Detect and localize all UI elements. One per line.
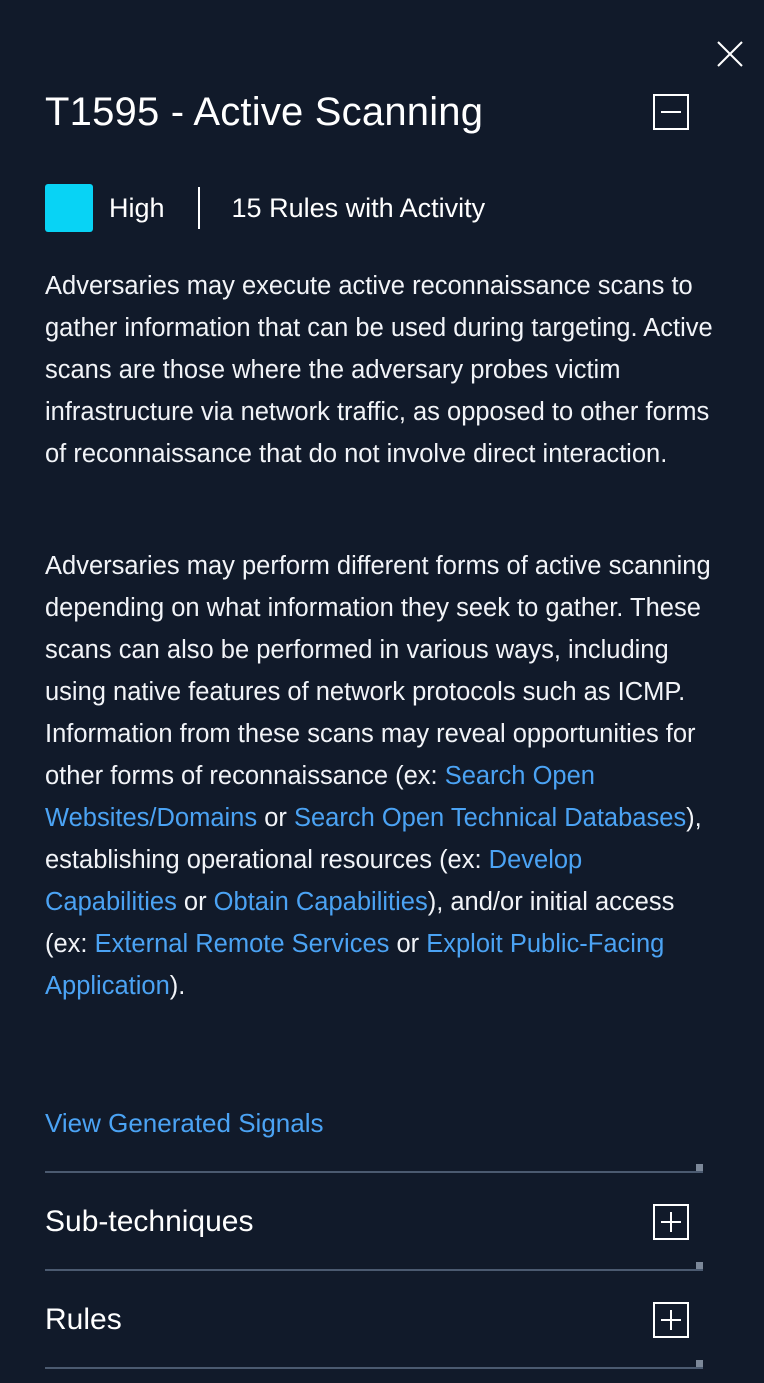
description-text: ). bbox=[169, 972, 186, 1000]
close-icon bbox=[712, 36, 748, 72]
section-sub-techniques-label[interactable]: Sub-techniques bbox=[45, 1205, 254, 1238]
plus-box-icon bbox=[653, 1204, 689, 1240]
severity-divider bbox=[198, 187, 200, 229]
description-paragraph-2 bbox=[45, 545, 715, 1007]
plus-box-icon bbox=[653, 1302, 689, 1338]
technique-title: T1595 - Active Scanning bbox=[45, 90, 484, 134]
description-text: or bbox=[389, 930, 427, 958]
collapse-button[interactable] bbox=[653, 94, 689, 130]
expand-sub-techniques-button[interactable] bbox=[653, 1204, 689, 1240]
section-divider bbox=[45, 1171, 703, 1173]
description-text: ), establishing operational resources (ex: bbox=[45, 804, 702, 874]
link-exploit-public-facing-application[interactable]: Exploit Public-Facing Application bbox=[45, 930, 665, 1000]
rules-activity-count: 15 Rules with Activity bbox=[231, 193, 486, 223]
section-divider bbox=[45, 1367, 703, 1369]
link-search-open-technical-databases[interactable]: Search Open Technical Databases bbox=[293, 804, 687, 832]
link-search-open-websites-domains[interactable]: Search Open Websites/Domains bbox=[45, 762, 595, 832]
severity-swatch bbox=[45, 184, 93, 232]
link-develop-capabilities[interactable]: Develop Capabilities bbox=[45, 846, 583, 916]
link-obtain-capabilities[interactable]: Obtain Capabilities bbox=[213, 888, 428, 916]
description-paragraph-1: Adversaries may execute active reconnaissance scans to gather information that can be used during targeting. Active scans are those where the adversary probes victim infrastructure via network traffic, as opposed to other forms of reconnaissance that do not involve direct interaction. bbox=[45, 272, 713, 468]
severity-label: High bbox=[109, 193, 165, 223]
link-external-remote-services[interactable]: External Remote Services bbox=[94, 930, 390, 958]
severity-row bbox=[45, 184, 485, 232]
close-button[interactable] bbox=[712, 36, 748, 72]
expand-rules-button[interactable] bbox=[653, 1302, 689, 1338]
section-rules-label[interactable]: Rules bbox=[45, 1303, 122, 1336]
description-text: ), and/or initial access (ex: bbox=[45, 888, 675, 958]
description-text: Adversaries may perform different forms of active scanning depending on what information they seek to gather. These scans can also be performed in various ways, including using native features of network protocols such as ICMP. Information from these scans may reveal opportunities for other forms of reconnaissance (ex: bbox=[45, 552, 711, 790]
description-text: or bbox=[257, 804, 294, 832]
view-generated-signals-link[interactable]: View Generated Signals bbox=[45, 1108, 324, 1138]
description-text: or bbox=[176, 888, 214, 916]
section-divider bbox=[45, 1269, 703, 1271]
minus-box-icon bbox=[653, 94, 689, 130]
